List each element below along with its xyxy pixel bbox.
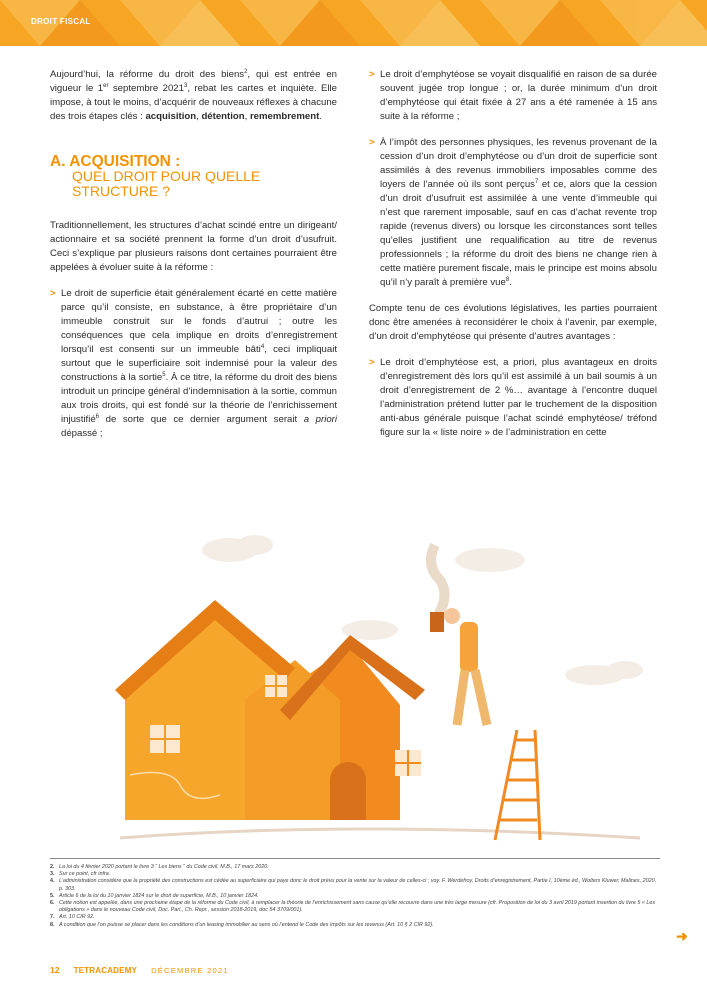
page-footer bbox=[50, 965, 229, 975]
footnote: 6. Cette notion est appelée, dans une prochaine étape de la réforme du Code civil, à remplacer la théorie de l’enrichissement sans cause qu’elle recouvre dans une très large mesure (cfr. Proposition de loi du 3 avril 2019 portant insertion du livre 5 « Les obligations » dans le nouveau Code civil, Doc. Parl., Ch. Repr., session 2018-2019, doc 54 3709/001). bbox=[50, 900, 656, 914]
left-column bbox=[50, 68, 337, 453]
footnote: 4. L’administration considère que la propriété des constructions est cédée au superficiaire qui paye donc le droit prévu pour la vente sur la valeur de celles-ci ; voy. F. Werdefroy, Droits d’enregistrement, Partie I, 10ème éd., Wolters Kluwer, Malines, 2020, p. 303. bbox=[50, 878, 657, 892]
footnote: 7. Art. 10 CIR 92. bbox=[50, 914, 95, 921]
tetracademy-logo: TETRACADEMY bbox=[73, 965, 138, 975]
section-heading: A. ACQUISITION : QUEL DROIT POUR QUELLE STRUCTURE ? bbox=[50, 153, 261, 199]
footnote: 3. Sur ce point, cfr infra. bbox=[50, 871, 111, 878]
next-page-arrow-icon[interactable]: ➜ bbox=[676, 928, 688, 944]
page-header bbox=[0, 0, 707, 46]
intro-paragraph: Aujourd’hui, la réforme du droit des biens$^2$, qui est entrée en vigueur le 1er septembre 2021$^3$, rebat les cartes et inquiète. Elle impose, à tout le moins, d’acquérir de nouveaux réflexes à chacune des trois étapes clés : acquisition, détention, remembrement. bbox=[50, 68, 338, 122]
footnotes bbox=[50, 858, 660, 929]
section-label: DROIT FISCAL bbox=[31, 17, 91, 26]
bullet-item: > Le droit de superficie était généralement écarté en cette matière parce qu’il consiste, en substance, à être propriétaire d’un immeuble construit sur le fonds d’autrui ; outre les conséquences que cela implique en droits d’enregistrement lorsqu’il est consenti sur un immeuble bâti$^4$, ceci impliquait surtout que le superficiaire soit indemnisé pour la valeur des constructions à la sortie$^5$. À ce titre, la réforme du droit des biens introduit un principe général d’indemnisation à la sortie, commun aux trois droits, qui est fondé sur la théorie de l’enrichissement injustifié$^6$ de sorte que ce dernier argument serait a priori dépassé ; bbox=[50, 288, 338, 439]
bullet-item: > À l’impôt des personnes physiques, les revenus provenant de la cession d’un droit d’emphytéose ou d’un droit de superficie sont assimilés à des revenus immobiliers imposables comme des loyers de l’année où ils sont perçus$^7$ et ce, alors que la cession d’un droit d’usufruit est assimilée à une vente d’immeuble qui n’est que rarement imposable, sauf en cas d’achat revente trop rapide (revenus divers) ou lorsque les circonstances sont telles qu’elles justifient une requalification au titre de revenus professionnels ; la réforme du droit des biens ne change rien à cette matière purement fiscale, mais le principe est moins absolu qu’il n’y paraît à première vue$^8$. bbox=[369, 137, 658, 288]
bullet-item: > Le droit d’emphytéose se voyait disqualifié en raison de sa durée souvent jugée trop longue ; or, la durée minimum d’un droit d’emphytéose qui était fixée à 27 ans a été ramenée à 15 ans suite à la réforme ; bbox=[369, 69, 657, 122]
body-paragraph: Compte tenu de ces évolutions législatives, les parties pourraient donc être amenées à reconsidérer le choix à l’avenir, par exemple, d’un droit d’emphytéose qui présente d’autres avantages : bbox=[369, 303, 657, 342]
right-column bbox=[369, 68, 657, 452]
triangle-pattern bbox=[0, 0, 707, 46]
footnote: 5. Article 6 de la loi du 10 janvier 1824 sur le droit de superficie, M.B., 10 janvier 1824. bbox=[50, 892, 259, 899]
bullet-item: > Le droit d’emphytéose est, a priori, plus avantageux en droits d’enregistrement dès lors qu’il est assimilé à un bail soumis à un droit d’enregistrement de 2 %… avantage à l’encontre duquel l’administration prétend lutter par le truchement de la disposition anti-abus générale puisque l’achat scindé emphytéose/ tréfond figure sur la « liste noire » de l’administration en cette bbox=[369, 357, 657, 438]
house-puzzle-illustration bbox=[40, 520, 667, 850]
body-paragraph: Traditionnellement, les structures d’achat scindé entre un dirigeant/ actionnaire et sa société prennent la forme d’un droit d’usufruit. Ceci s’explique par plusieurs raisons dont certaines pourraient être appelées à évoluer suite à la réforme : bbox=[50, 220, 337, 273]
footnote: 8. A condition que l’on puisse se placer dans les conditions d’un leasing immobilier au sens où l’entend le Code des impôts sur les revenus (Art. 10 § 2 CIR 92). bbox=[50, 921, 434, 928]
page-number: 12 bbox=[50, 965, 60, 975]
issue-date: DÉCEMBRE 2021 bbox=[151, 965, 229, 975]
footnote: 2. La loi du 4 février 2020 portant le livre 3 “ Les biens ” du Code civil, M.B., 17 mars 2020. bbox=[50, 864, 269, 870]
